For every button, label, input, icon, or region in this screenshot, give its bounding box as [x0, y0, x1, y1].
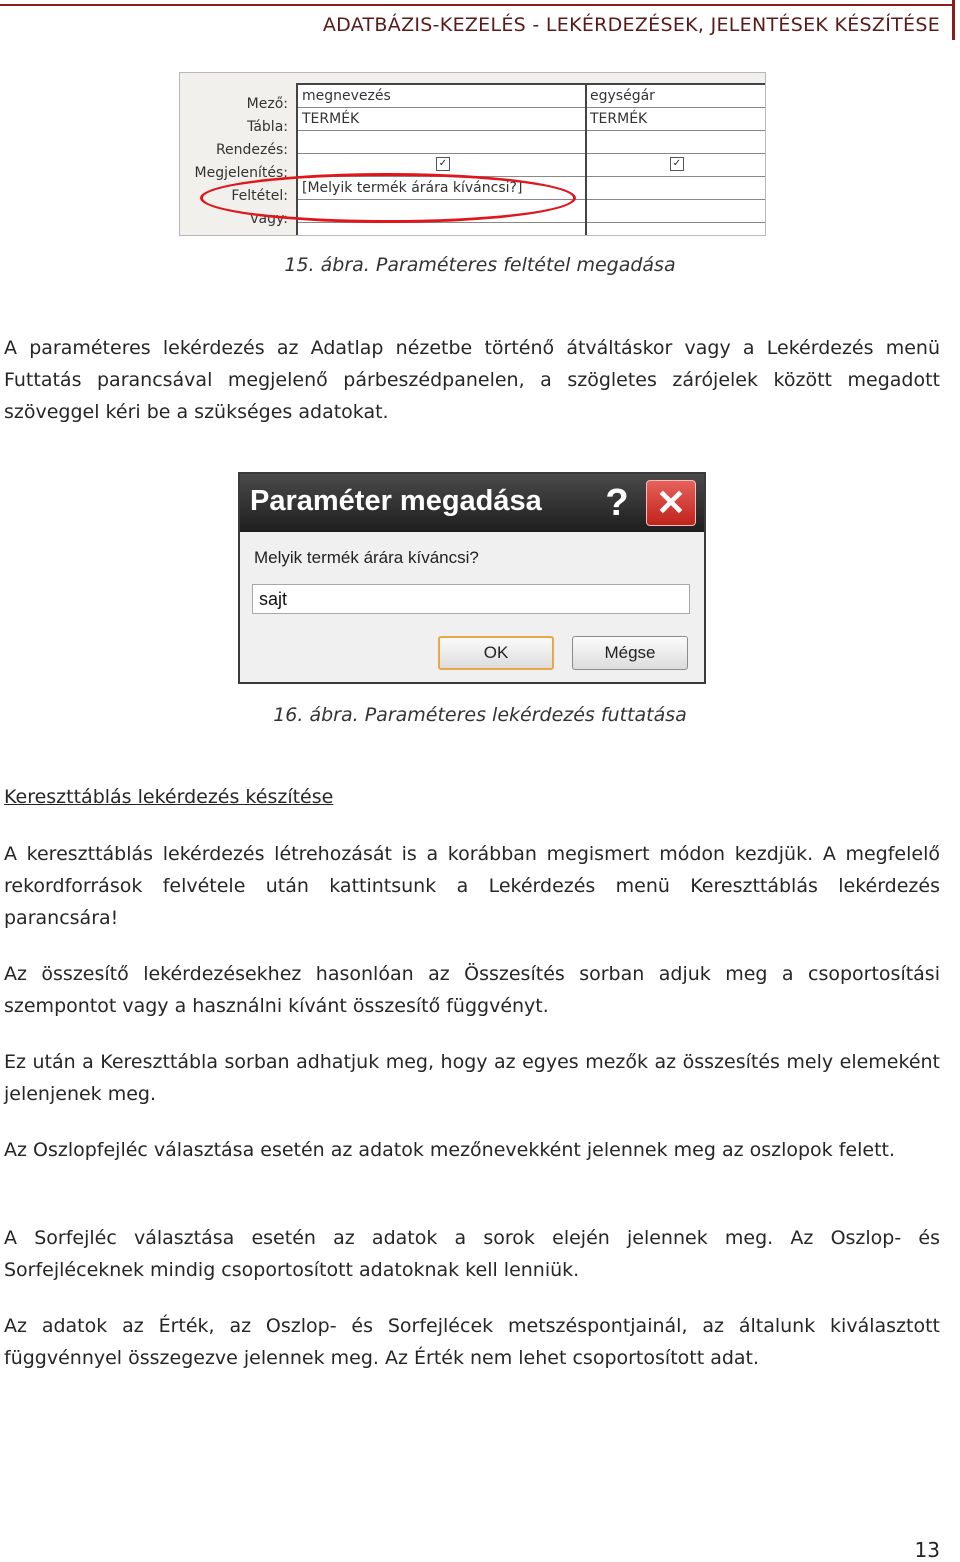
row-label-or: vagy:: [250, 211, 288, 227]
row-label-field: Mező:: [246, 96, 288, 112]
row-label-criteria: Feltétel:: [231, 188, 288, 204]
section-title: Kereszttáblás lekérdezés készítése: [4, 786, 334, 808]
paragraph-summary-row: Az összesítő lekérdezésekhez hasonlóan az Összesítés sorban adjuk meg a csoportosítási szempontot vagy a használni kívánt összesítő függvényt.: [4, 963, 940, 1017]
figure15-caption: 15. ábra. Paraméteres feltétel megadása: [284, 254, 676, 276]
col1-table-cell[interactable]: TERMÉK: [302, 111, 360, 127]
grid-row-divider: [298, 107, 766, 108]
paragraph-row-heading: A Sorfejléc választása esetén az adatok a sorok elején jelennek meg. Az Oszlop- és Sorfejléceknek mindig csoportosított adatoknak kell lenniük.: [4, 1227, 940, 1281]
col2-show-checkbox[interactable]: ✓: [670, 157, 684, 171]
paragraph-crosstab-intro: A kereszttáblás lekérdezés létrehozását is a korábban megismert módon kezdjük. A megfelelő rekordforrások felvétele után kattintsunk a Lekérdezés menü Kereszttáblás lekérdezés parancsára!: [4, 843, 940, 929]
row-label-table: Tábla:: [247, 119, 288, 135]
query-design-grid-figure: [179, 72, 766, 236]
figure16-caption: 16. ábra. Paraméteres lekérdezés futtatása: [273, 704, 687, 726]
help-icon[interactable]: ?: [605, 482, 629, 524]
row-label-show: Megjelenítés:: [194, 165, 288, 181]
paragraph-column-heading: Az Oszlopfejléc választása esetén az adatok mezőnevekként jelennek meg az oszlopok felett.: [4, 1139, 896, 1161]
running-header: ADATBÁZIS-KEZELÉS - LEKÉRDEZÉSEK, JELENTÉSEK KÉSZÍTÉSE: [322, 14, 940, 36]
page-number: 13: [914, 1538, 940, 1562]
grid-column-divider: [585, 85, 587, 236]
grid-row-divider: [298, 130, 766, 131]
close-icon[interactable]: ✕: [646, 480, 696, 526]
dialog-title: Paraméter megadása: [250, 485, 542, 517]
col1-field-cell[interactable]: megnevezés: [302, 88, 391, 104]
header-accent-bar: [952, 0, 955, 40]
ok-button[interactable]: OK: [438, 636, 554, 670]
col2-table-cell[interactable]: TERMÉK: [590, 111, 648, 127]
dialog-titlebar: [240, 474, 704, 532]
parameter-dialog: [238, 472, 706, 684]
paragraph-parameter-query: A paraméteres lekérdezés az Adatlap nézetbe történő átváltáskor vagy a Lekérdezés menü Futtatás parancsával megjelenő párbeszédpanelen, a szögletes zárójelek között megadott szöveggel kéri be a szükséges adatokat.: [4, 337, 940, 423]
col2-field-cell[interactable]: egységár: [590, 88, 655, 104]
cancel-button[interactable]: Mégse: [572, 636, 688, 670]
col1-show-checkbox[interactable]: ✓: [436, 157, 450, 171]
parameter-prompt: Melyik termék árára kíváncsi?: [254, 548, 479, 567]
paragraph-value: Az adatok az Érték, az Oszlop- és Sorfejlécek metszéspontjainál, az általunk kiválasztott függvénnyel összegezve jelennek meg. Az Érték nem lehet csoportosított adat.: [4, 1315, 940, 1369]
criteria-highlight-ellipse: [200, 173, 576, 223]
grid-row-divider: [298, 153, 766, 154]
header-rule: [0, 4, 955, 6]
paragraph-crosstab-row: Ez után a Kereszttábla sorban adhatjuk meg, hogy az egyes mezők az összesítés mely elemeként jelenjenek meg.: [4, 1051, 940, 1105]
parameter-input[interactable]: [252, 584, 690, 614]
row-label-sort: Rendezés:: [215, 142, 288, 158]
col1-criteria-cell[interactable]: [Melyik termék árára kíváncsi?]: [302, 180, 523, 196]
dialog-body: [240, 532, 704, 682]
